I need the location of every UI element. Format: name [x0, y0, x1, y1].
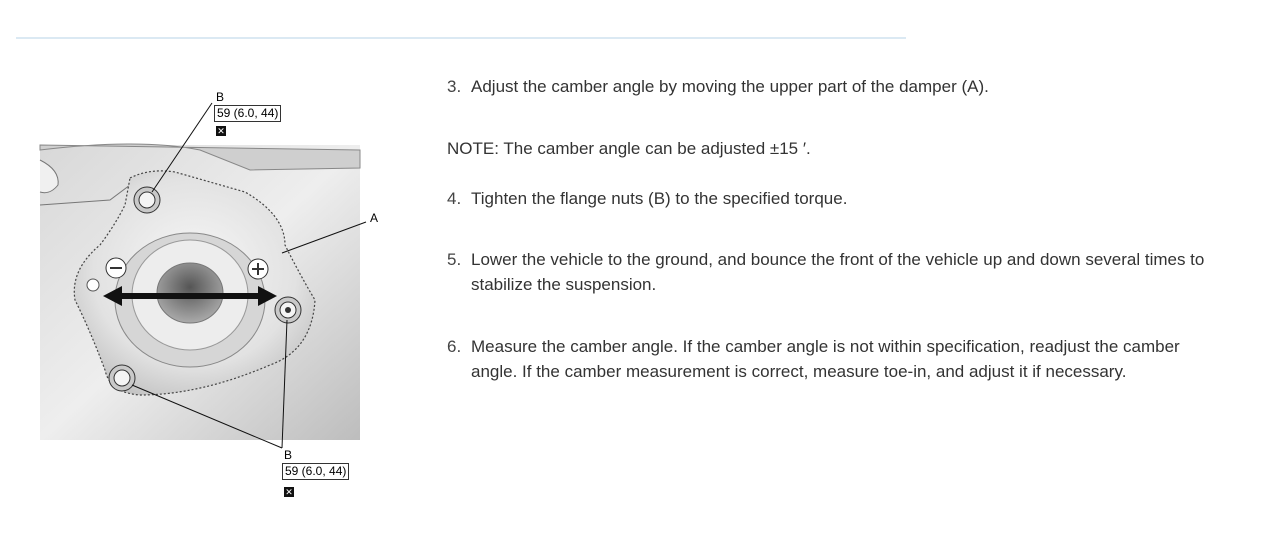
torque-spec-bottom: 59 (6.0, 44) — [282, 463, 349, 480]
step-number: 3. — [447, 77, 462, 96]
replace-icon: ✕ — [285, 487, 293, 497]
step-text: Adjust the camber angle by moving the upper part of the damper (A). — [471, 77, 989, 96]
plus-icon — [248, 259, 268, 279]
flange-nut-bottom — [109, 365, 135, 391]
callout-a: A — [370, 211, 379, 225]
step-number: 4. — [447, 189, 462, 208]
callout-b-bottom: B — [284, 448, 293, 462]
replace-icon: ✕ — [217, 126, 225, 136]
minus-icon — [106, 258, 126, 278]
step-number: 6. — [447, 337, 462, 356]
step-text: Tighten the flange nuts (B) to the specified torque. — [471, 189, 848, 208]
damper-drawing — [0, 0, 420, 549]
step-text: Measure the camber angle. If the camber angle is not within specification, readjust the camber angle. If the camber measurement is correct, measure toe-in, and adjust it if necessary. — [471, 337, 1180, 381]
locator-hole — [87, 279, 99, 291]
step-text: Lower the vehicle to the ground, and bounce the front of the vehicle up and down several times to stabilize the suspension. — [471, 250, 1205, 294]
callout-b-top: B — [216, 90, 225, 104]
step-number: 5. — [447, 250, 462, 269]
damper-illustration — [0, 0, 420, 549]
torque-spec-top: 59 (6.0, 44) — [214, 105, 281, 122]
camber-note: NOTE: The camber angle can be adjusted ±15 ′. — [447, 139, 811, 158]
flange-nut-right — [275, 297, 301, 323]
flange-nut-top — [134, 187, 160, 213]
